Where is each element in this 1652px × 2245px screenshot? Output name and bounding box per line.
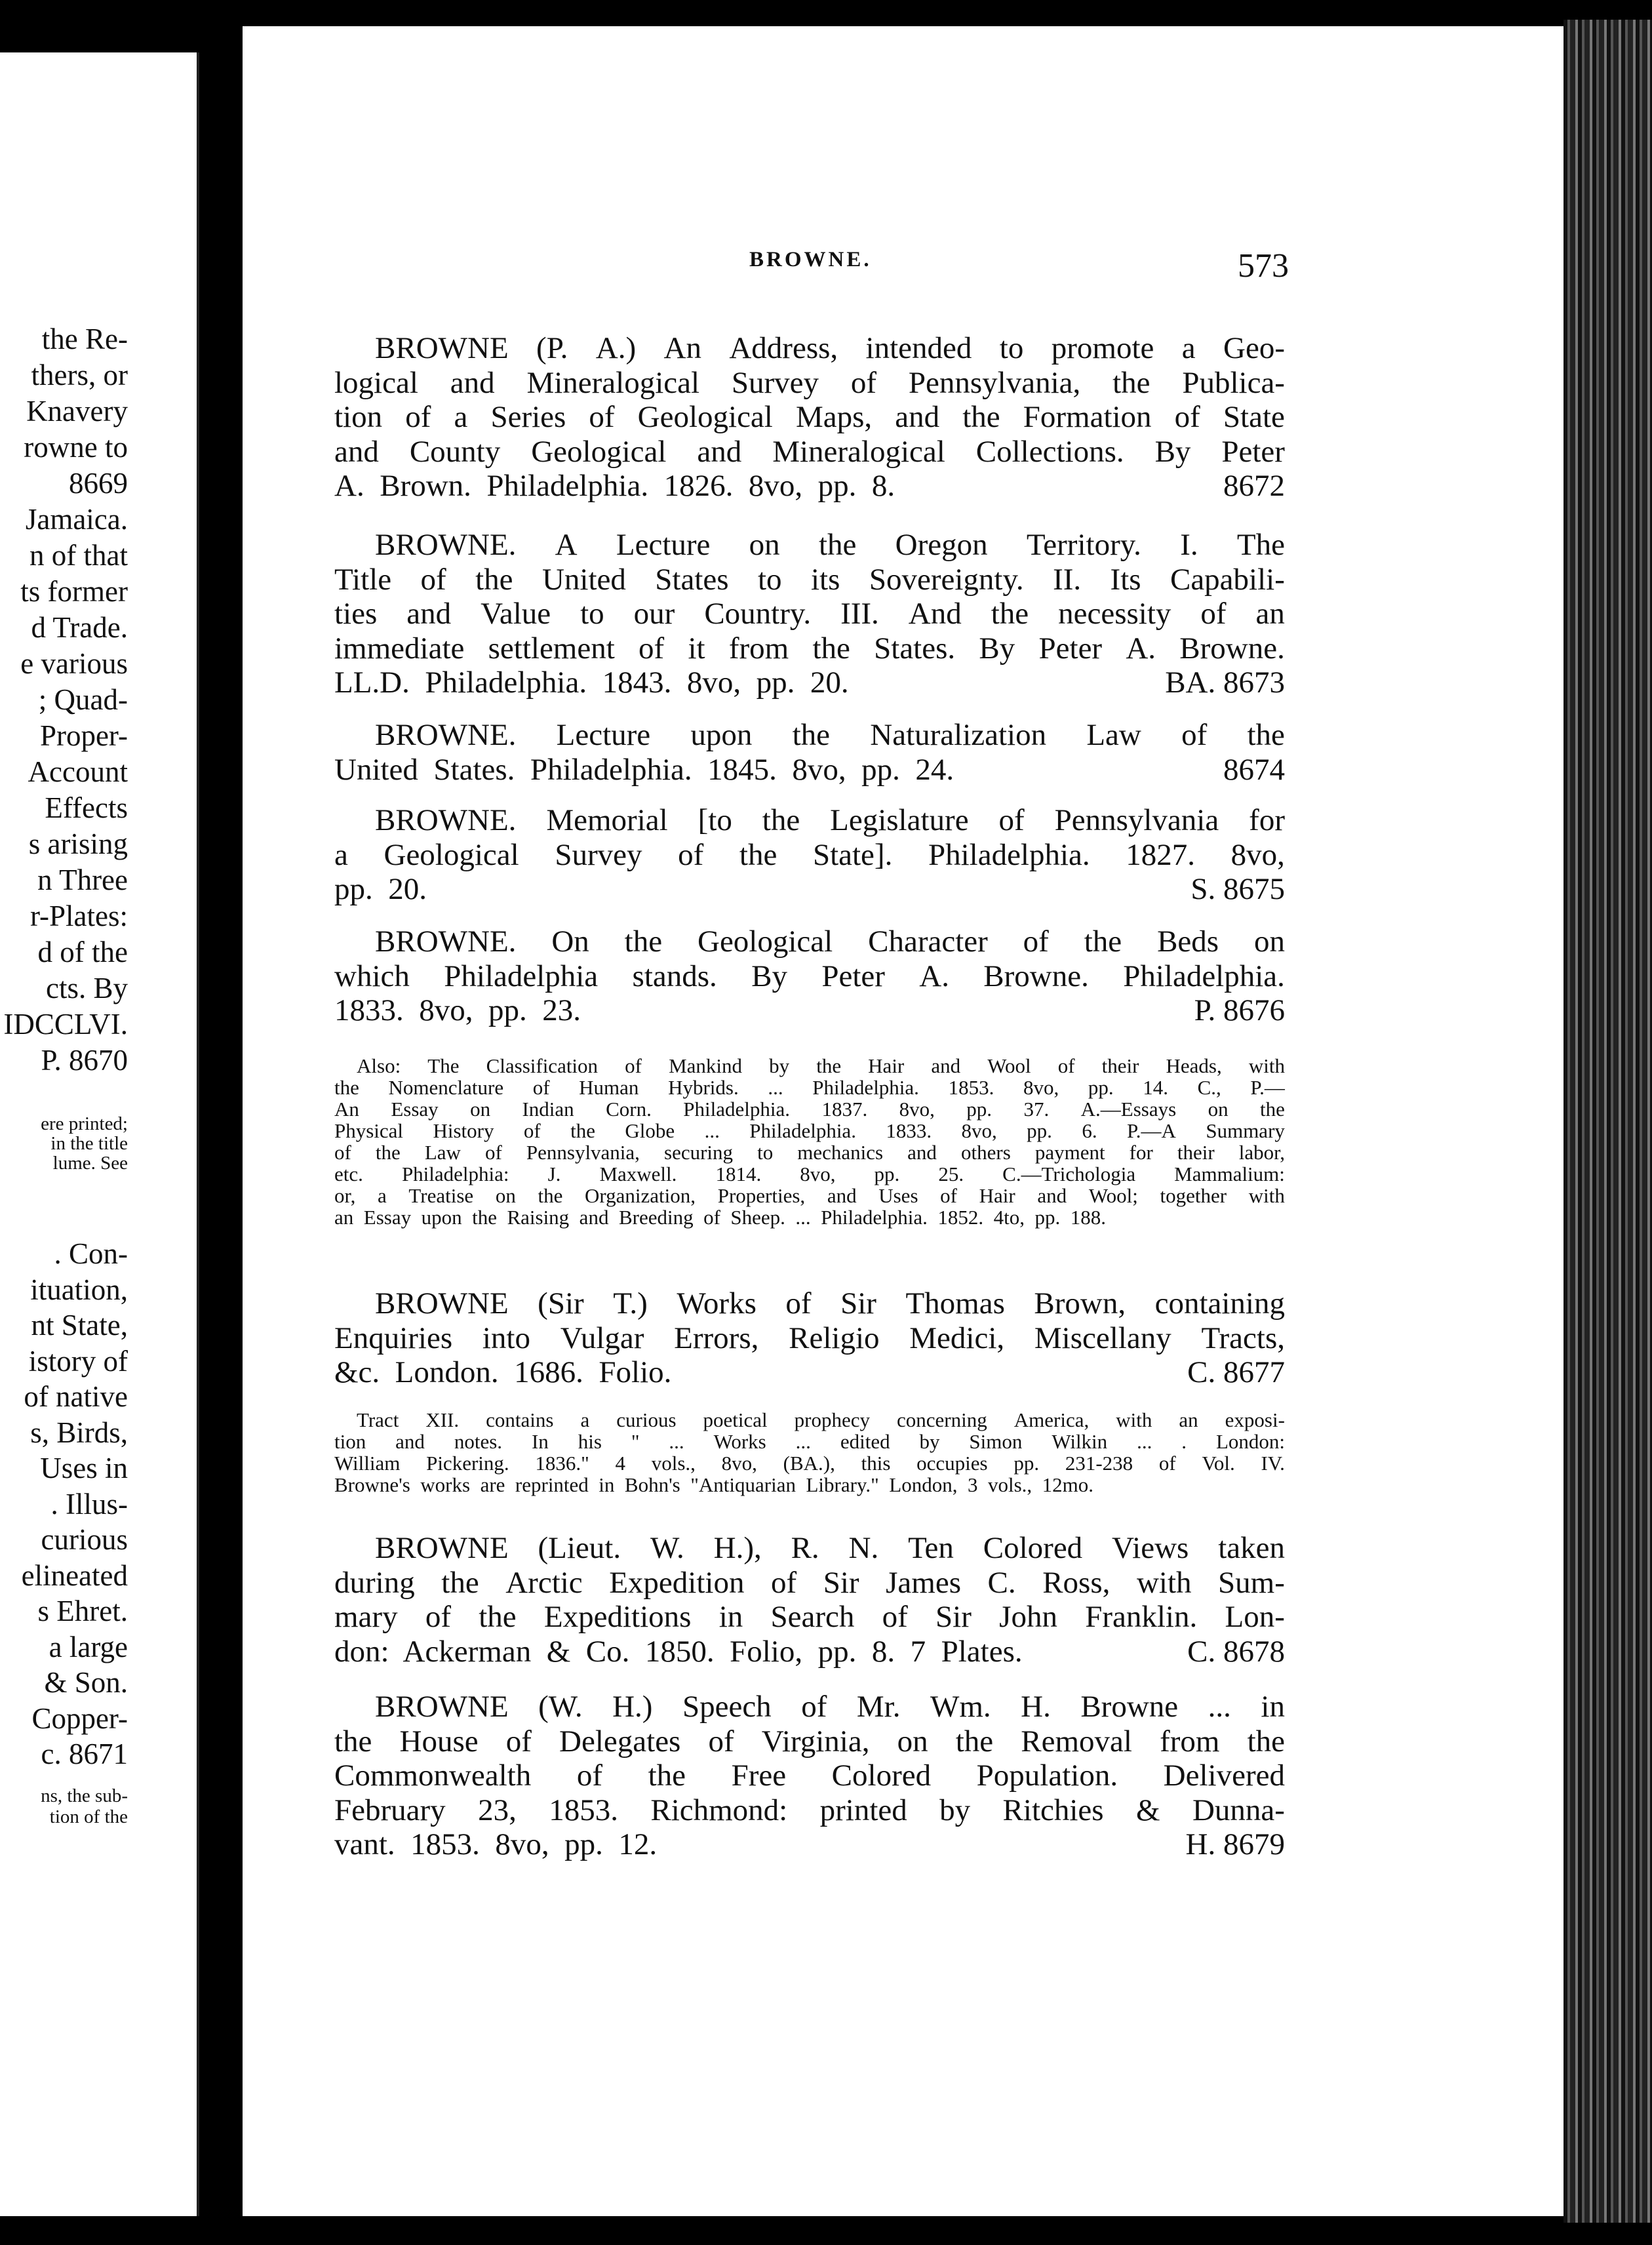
left-page-line: Knavery <box>26 395 128 427</box>
entry-number: C. 8678 <box>1187 1634 1285 1669</box>
entry-number: BA. 8673 <box>1165 666 1285 700</box>
entry-line: William Pickering. 1836." 4 vols., 8vo, (BA.), this occupies pp. 231-238 of Vol. IV. <box>334 1452 1285 1475</box>
entry-line: of the Law of Pennsylvania, securing to mechanics and others payment for their labor, <box>334 1141 1285 1164</box>
left-page-line: d Trade. <box>31 611 128 644</box>
entry-line: BROWNE. A Lecture on the Oregon Territory. I. The <box>375 528 1285 562</box>
entry-line <box>334 1357 1285 1388</box>
entry-line: BROWNE (W. H.) Speech of Mr. Wm. H. Browne ... in <box>375 1690 1285 1724</box>
entry-line-text: A. Brown. Philadelphia. 1826. 8vo, pp. 8. <box>334 469 895 503</box>
left-page-line: tion of the <box>49 1806 128 1827</box>
left-page-line: . Con- <box>54 1237 128 1270</box>
entry-number: 8674 <box>1223 752 1285 787</box>
left-page-line: c. 8671 <box>41 1738 128 1770</box>
entry-number: P. 8676 <box>1194 993 1285 1027</box>
entry-number: 8672 <box>1223 469 1285 503</box>
left-page-line: . Illus- <box>50 1487 128 1520</box>
previous-page-fragment <box>0 52 199 2216</box>
entry-line-text: pp. 20. <box>334 872 427 906</box>
entry-number: H. 8679 <box>1185 1827 1285 1861</box>
left-page-line: thers, or <box>31 359 128 391</box>
left-page-line: ns, the sub- <box>41 1785 128 1806</box>
entry-line <box>334 1475 1285 1495</box>
left-page-line: a large <box>49 1630 128 1663</box>
entry-number: C. 8677 <box>1187 1355 1285 1389</box>
left-page-line: d of the <box>37 936 128 968</box>
left-page-line: cts. By <box>45 972 128 1004</box>
left-page-line: the Re- <box>41 323 128 355</box>
left-page-line: Proper- <box>39 719 128 752</box>
entry-line: Also: The Classification of Mankind by the Hair and Wool of their Heads, with <box>357 1054 1285 1077</box>
left-page-line: ; Quad- <box>38 683 128 716</box>
entry-line: Commonwealth of the Free Colored Population. Delivered <box>334 1758 1285 1793</box>
entry-line: BROWNE. Memorial [to the Legislature of Pennsylvania for <box>375 803 1285 837</box>
entry-line: mary of the Expeditions in Search of Sir John Franklin. Lon- <box>334 1600 1285 1634</box>
left-page-line: nt State, <box>31 1309 128 1341</box>
left-page-line: P. 8670 <box>41 1044 128 1077</box>
entry-line: the House of Delegates of Virginia, on the Removal from the <box>334 1724 1285 1758</box>
left-page-line: s arising <box>28 827 128 860</box>
left-page-line: ituation, <box>30 1273 128 1306</box>
entry-line: and County Geological and Mineralogical Collections. By Peter <box>334 434 1285 469</box>
left-page-line: e various <box>20 647 128 680</box>
entry-line <box>334 1634 1285 1669</box>
entry-line-text: United States. Philadelphia. 1845. 8vo, pp. 24. <box>334 752 954 787</box>
left-page-line: rowne to <box>24 431 128 464</box>
entry-line: or, a Treatise on the Organization, Properties, and Uses of Hair and Wool; together with <box>334 1184 1285 1207</box>
entry-line-text: Browne's works are reprinted in Bohn's "Antiquarian Library." London, 3 vols., 12mo. <box>334 1473 1094 1496</box>
left-page-line: 8669 <box>69 467 128 500</box>
entry-line: BROWNE (Lieut. W. H.), R. N. Ten Colored Views taken <box>375 1531 1285 1565</box>
page-edge <box>1564 20 1652 2223</box>
left-page-line: lume. See <box>52 1153 128 1174</box>
entry-line: BROWNE (Sir T.) Works of Sir Thomas Brown, containing <box>375 1286 1285 1321</box>
entry-line: BROWNE. On the Geological Character of the Beds on <box>375 924 1285 959</box>
left-page-line: curious <box>41 1523 128 1556</box>
entry-line: Enquiries into Vulgar Errors, Religio Medici, Miscellany Tracts, <box>334 1321 1285 1355</box>
entry-line: Tract XII. contains a curious poetical prophecy concerning America, with an exposi- <box>357 1408 1285 1431</box>
entry-line-text: 1833. 8vo, pp. 23. <box>334 993 581 1027</box>
entry-line <box>334 667 1285 698</box>
entry-line <box>334 1207 1285 1227</box>
entry-number: S. 8675 <box>1190 872 1285 906</box>
entry-line <box>334 995 1285 1026</box>
left-page-line: of native <box>24 1380 128 1413</box>
entry-line: logical and Mineralogical Survey of Pennsylvania, the Publica- <box>334 365 1285 400</box>
left-page-line: s Ehret. <box>37 1595 128 1627</box>
left-page-line: Effects <box>45 791 128 824</box>
left-page-line: elineated <box>21 1559 128 1592</box>
entry-line: ties and Value to our Country. III. And the necessity of an <box>334 597 1285 631</box>
left-page-line: s, Birds, <box>30 1416 128 1449</box>
entry-line <box>334 471 1285 502</box>
entry-line-text: don: Ackerman & Co. 1850. Folio, pp. 8. 7 Plates. <box>334 1634 1023 1669</box>
left-page-line: & Son. <box>44 1666 128 1699</box>
entry-line-text: LL.D. Philadelphia. 1843. 8vo, pp. 20. <box>334 666 849 700</box>
page-number: 573 <box>1238 247 1289 285</box>
left-page-line: n Three <box>37 864 128 896</box>
running-head: BROWNE. <box>749 248 872 271</box>
left-page-line: Account <box>28 755 128 788</box>
entry-line: during the Arctic Expedition of Sir James C. Ross, with Sum- <box>334 1565 1285 1600</box>
left-page-line: ts former <box>20 575 128 608</box>
entry-line <box>334 874 1285 905</box>
entry-line: the Nomenclature of Human Hybrids. ... Philadelphia. 1853. 8vo, pp. 14. C., P.— <box>334 1076 1285 1099</box>
entry-line: etc. Philadelphia: J. Maxwell. 1814. 8vo, pp. 25. C.—Trichologia Mammalium: <box>334 1162 1285 1185</box>
entry-line: An Essay on Indian Corn. Philadelphia. 1837. 8vo, pp. 37. A.—Essays on the <box>334 1098 1285 1121</box>
left-page-line: istory of <box>28 1344 128 1378</box>
left-page-line: IDCCLVI. <box>3 1008 128 1041</box>
left-page-line: Copper- <box>31 1701 128 1735</box>
left-page-line: Jamaica. <box>25 503 128 536</box>
entry-line: immediate settlement of it from the States. By Peter A. Browne. <box>334 631 1285 666</box>
entry-line-text: an Essay upon the Raising and Breeding of Sheep. ... Philadelphia. 1852. 4to, pp. 188. <box>334 1206 1106 1229</box>
left-page-line: Uses in <box>40 1452 128 1484</box>
left-page-line: r-Plates: <box>30 900 128 932</box>
entry-line: Physical History of the Globe ... Philadelphia. 1833. 8vo, pp. 6. P.—A Summary <box>334 1119 1285 1142</box>
entry-line <box>334 752 1285 787</box>
left-page-line: in the title <box>50 1133 128 1154</box>
entry-line-text: &c. London. 1686. Folio. <box>334 1355 672 1389</box>
entry-line-text: vant. 1853. 8vo, pp. 12. <box>334 1827 658 1861</box>
entry-line <box>334 1829 1285 1860</box>
entry-line: February 23, 1853. Richmond: printed by Ritchies & Dunna- <box>334 1793 1285 1827</box>
left-page-line: n of that <box>30 539 128 572</box>
entry-line: tion of a Series of Geological Maps, and the Formation of State <box>334 400 1285 434</box>
left-page-line: ere printed; <box>41 1113 128 1134</box>
entry-line: which Philadelphia stands. By Peter A. Browne. Philadelphia. <box>334 959 1285 993</box>
entry-line: BROWNE. Lecture upon the Naturalization Law of the <box>375 718 1285 752</box>
entry-line: tion and notes. In his " ... Works ... edited by Simon Wilkin ... . London: <box>334 1430 1285 1453</box>
entry-line: Title of the United States to its Sovereignty. II. Its Capabili- <box>334 562 1285 597</box>
entry-line: a Geological Survey of the State]. Philadelphia. 1827. 8vo, <box>334 837 1285 872</box>
entry-line: BROWNE (P. A.) An Address, intended to promote a Geo- <box>375 331 1285 365</box>
